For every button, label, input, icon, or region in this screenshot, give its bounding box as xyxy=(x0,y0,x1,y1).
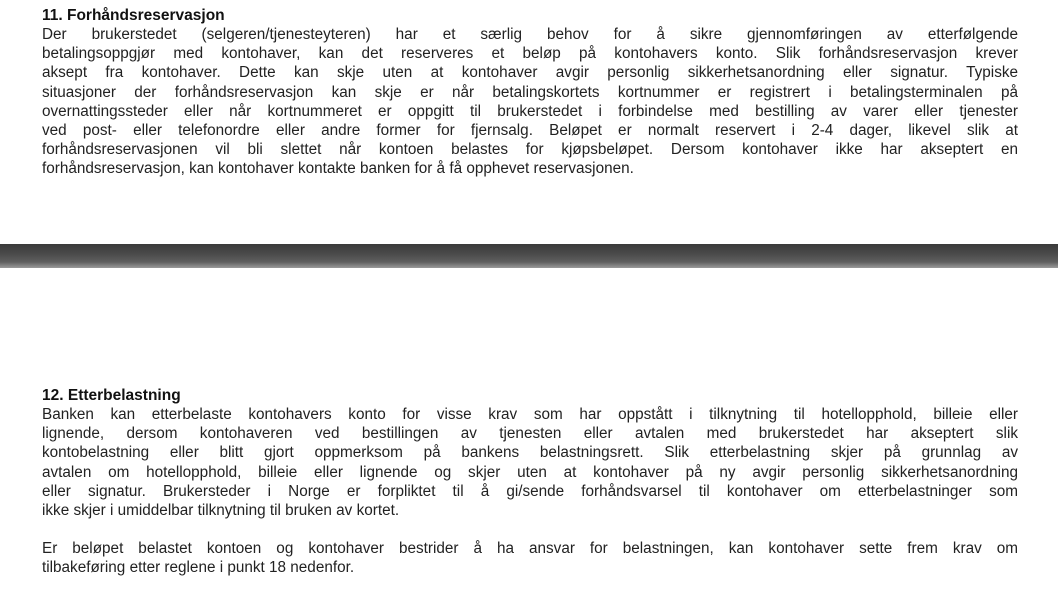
text-line: forhåndsreservasjonen vil bli slettet når kontoen belastes for kjøpsbeløpet. Dersom kontohaver ikke har akseptert en xyxy=(42,141,1018,159)
section-12-paragraph-2 xyxy=(42,539,1018,577)
text-line: betalingsoppgjør med kontohaver, kan det reserveres et beløp på kontohavers konto. Slik forhåndsreservasjon krever xyxy=(42,45,1018,63)
text-line: tilbakeføring etter reglene i punkt 18 nedenfor. xyxy=(42,559,355,577)
page-separator xyxy=(0,244,1058,268)
text-line: Banken kan etterbelaste kontohavers konto for visse krav som har oppstått i tilknytning til hotellopphold, billeie eller xyxy=(42,406,1018,423)
section-forhandsreservasjon xyxy=(42,6,1018,179)
section-etterbelastning xyxy=(42,386,1018,578)
text-line: Der brukerstedet (selgeren/tjenesteyteren) har et særlig behov for å sikre gjennomføringen av etterfølgende xyxy=(42,26,1018,43)
document-page-bottom xyxy=(0,268,1058,604)
text-line: overnattingssteder eller når kortnummeret er oppgitt til brukerstedet i forbindelse med bestilling av varer eller tjenester xyxy=(42,102,1018,120)
section-11-heading: 11. Forhåndsreservasjon xyxy=(42,7,225,24)
text-line: aksept fra kontohaver. Dette kan skje uten at kontohaver avgir personlig sikkerhetsanordning eller signatur. Typiske xyxy=(42,64,1018,82)
text-line: situasjoner der forhåndsreservasjon kan skje er når betalingskortets kortnummer er registrert i betalingsterminalen på xyxy=(42,83,1018,101)
text-line: avtalen om hotellopphold, billeie eller lignende og skjer uten at kontohaver på ny avgir personlig sikkerhetsanordning xyxy=(42,463,1018,481)
paragraph-gap xyxy=(42,520,1018,539)
section-12-paragraph-1 xyxy=(42,405,1018,520)
text-line: eller signatur. Brukersteder i Norge er forpliktet til å gi/sende forhåndsvarsel til kontohaver om etterbelastninger som xyxy=(42,482,1018,500)
text-line: lignende, dersom kontohaveren ved bestillingen av tjenesten eller avtalen med brukerstedet har akseptert slik xyxy=(42,425,1018,443)
text-line: ikke skjer i umiddelbar tilknytning til bruken av kortet. xyxy=(42,502,400,520)
section-12-heading: 12. Etterbelastning xyxy=(42,387,181,404)
text-line: ved post- eller telefonordre eller andre former for fjernsalg. Beløpet er normalt reservert i 2-4 dager, likevel slik at xyxy=(42,122,1018,140)
text-line: kontobelastning eller blitt gjort oppmerksom på bankens belastningsrett. Slik etterbelastning skjer på grunnlag av xyxy=(42,444,1018,462)
text-line: Er beløpet belastet kontoen og kontohaver bestrider å ha ansvar for belastningen, kan kontohaver sette frem krav om xyxy=(42,540,1018,558)
section-11-paragraph xyxy=(42,25,1018,179)
document-page-top xyxy=(0,0,1058,244)
text-line: forhåndsreservasjon, kan kontohaver kontakte banken for å få opphevet reservasjonen. xyxy=(42,160,634,178)
